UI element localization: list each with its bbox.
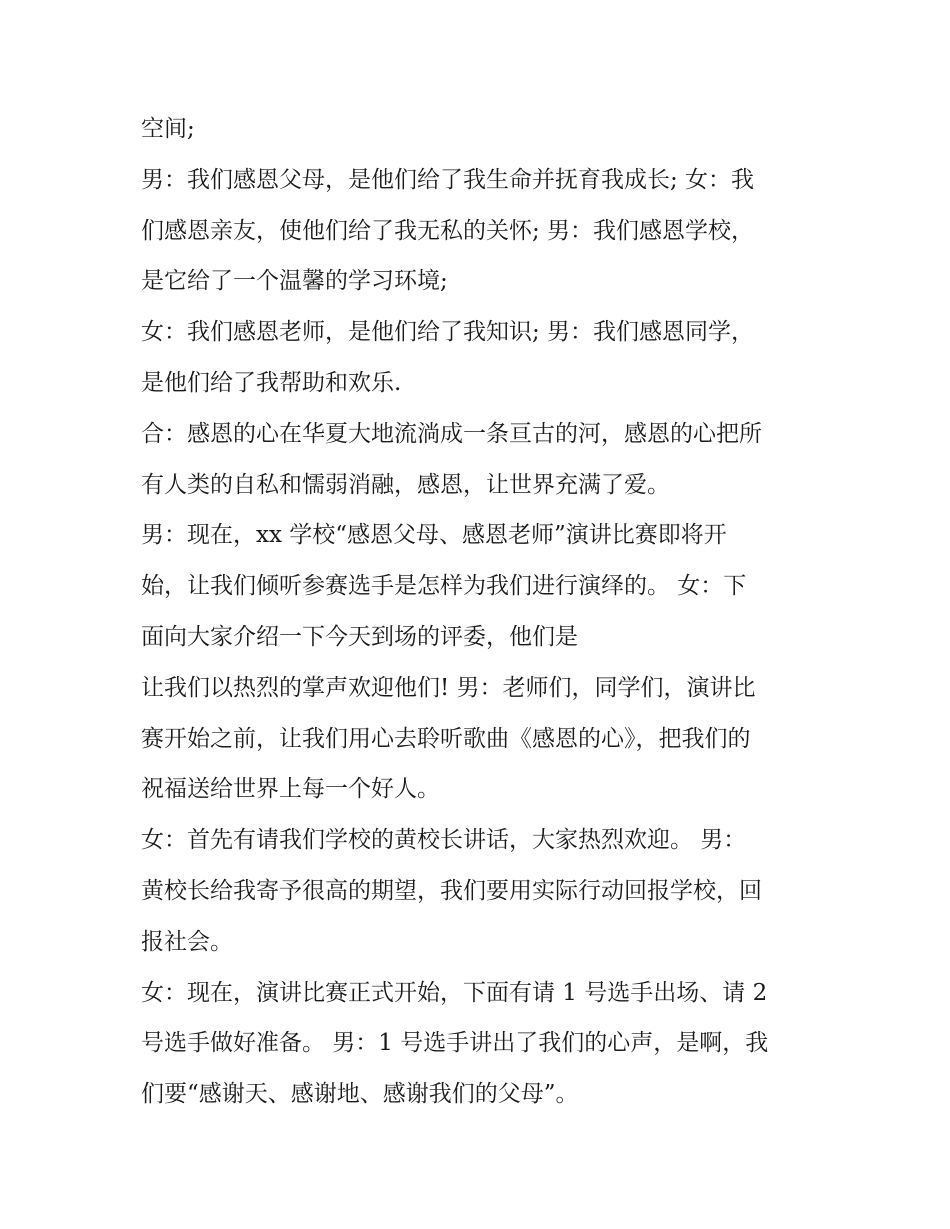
text-line: 报社会。 [141, 928, 233, 955]
text-line: 合：感恩的心在华夏大地流淌成一条亘古的河，感恩的心把所 [141, 420, 762, 447]
text-line: 是他们给了我帮助和欢乐. [141, 369, 402, 396]
text-line: 男：我们感恩父母，是他们给了我生命并抚育我成长; 女：我 [141, 166, 755, 193]
text-line: 们感恩亲友，使他们给了我无私的关怀; 男：我们感恩学校， [141, 217, 755, 244]
text-line: 是它给了一个温馨的学习环境; [141, 268, 448, 295]
text-line: 面向大家介绍一下今天到场的评委，他们是 [141, 623, 578, 650]
text-line: 空间; [141, 116, 195, 142]
text-line: 女：现在，演讲比赛正式开始，下面有请 1 号选手出场、请 2 [141, 979, 768, 1006]
body-text [141, 104, 821, 1120]
text-line: 始，让我们倾听参赛选手是怎样为我们进行演绎的。 女：下 [141, 573, 747, 600]
text-line: 祝福送给世界上每一个好人。 [141, 776, 440, 803]
text-line: 们要“感谢天、感谢地、感谢我们的父母”。 [141, 1081, 579, 1108]
text-line: 男：现在，xx 学校“感恩父母、感恩老师”演讲比赛即将开 [141, 522, 727, 549]
text-line: 女：我们感恩老师，是他们给了我知识; 男：我们感恩同学， [141, 319, 755, 346]
text-line: 让我们以热烈的掌声欢迎他们! 男：老师们，同学们，演讲比 [141, 674, 756, 701]
text-line: 女：首先有请我们学校的黄校长讲话，大家热烈欢迎。 男： [141, 827, 747, 854]
text-line: 黄校长给我寄予很高的期望，我们要用实际行动回报学校，回 [141, 877, 762, 904]
text-line: 赛开始之前，让我们用心去聆听歌曲《感恩的心》，把我们的 [141, 725, 751, 752]
text-line: 号选手做好准备。 男：1 号选手讲出了我们的心声，是啊，我 [141, 1030, 769, 1057]
text-line: 有人类的自私和懦弱消融，感恩，让世界充满了爱。 [141, 471, 670, 498]
